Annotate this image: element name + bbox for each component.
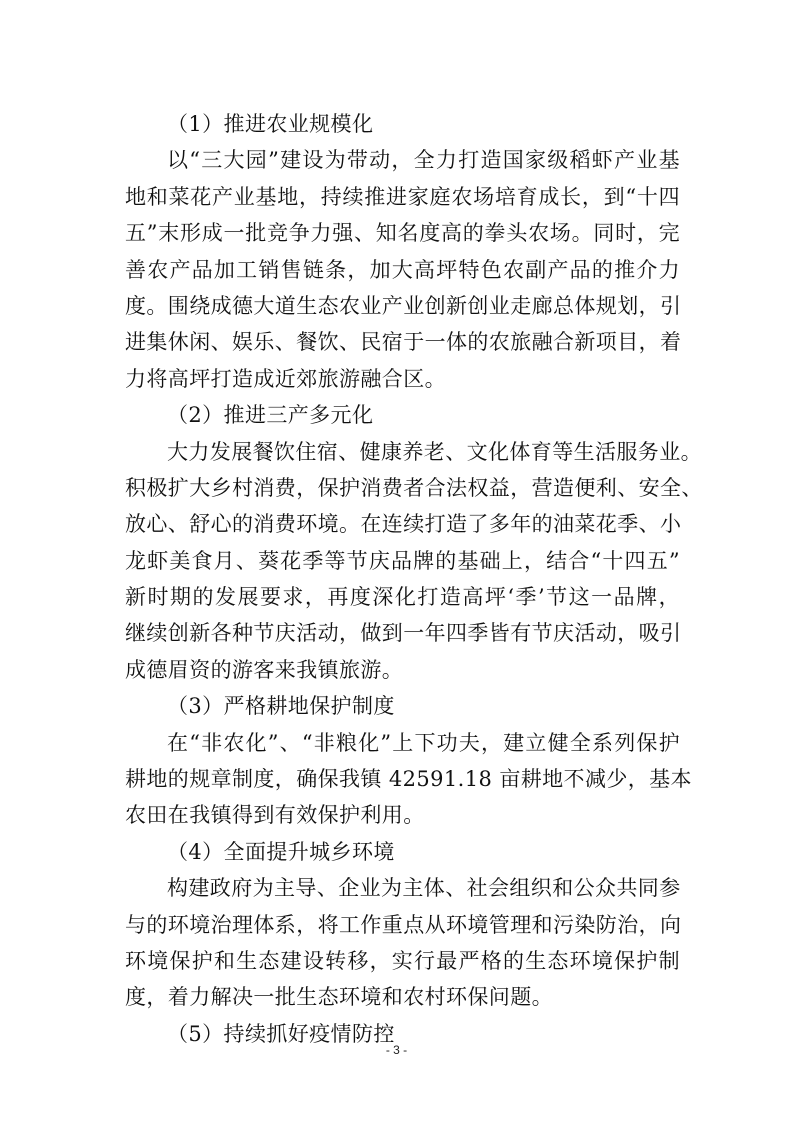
text-line: 构建政府为主导、企业为主体、社会组织和公众共同参 [167,876,681,901]
section-paragraph-4 [125,870,680,1016]
page-number: - 3 - [385,1043,408,1057]
section-paragraph-1 [125,142,680,397]
text-line: 在“非农化”、“非粮化”上下功夫，建立健全系列保护 [167,730,680,755]
section-heading-2: （2）推进三产多元化 [167,403,374,428]
text-line: 龙虾美食月、葵花季等节庆品牌的基础上，结合“十四五” [125,548,680,573]
text-line: 继续创新各种节庆活动，做到一年四季皆有节庆活动，吸引 [125,621,682,646]
text-line: 新时期的发展要求，再度深化打造高坪‘季’节这一品牌， [125,585,680,610]
section-paragraph-3 [125,725,692,834]
text-line: 力将高坪打造成近郊旅游融合区。 [125,366,446,391]
text-line: 耕地的规章制度，确保我镇 42591.18 亩耕地不减少，基本 [125,767,692,792]
section-paragraph-2 [125,434,703,689]
text-line: 以“三大园”建设为带动，全力打造国家级稻虾产业基 [167,148,680,173]
section-heading-5: （5）持续抓好疫情防控 [167,1021,395,1046]
text-line: 成德眉资的游客来我镇旅游。 [125,657,404,682]
text-line: 进集休闲、娱乐、餐饮、民宿于一体的农旅融合新项目，着 [125,330,682,355]
section-heading-3: （3）严格耕地保护制度 [167,694,395,719]
text-line: 农田在我镇得到有效保护利用。 [125,803,425,828]
document-body [125,106,703,1052]
text-line: 与的环境治理体系，将工作重点从环境管理和污染防治，向 [125,912,682,937]
section-heading-4: （4）全面提升城乡环境 [167,839,395,864]
section-heading-1: （1）推进农业规模化 [167,112,374,136]
text-line: 度。围绕成德大道生态农业产业创新创业走廊总体规划，引 [125,293,682,318]
text-line: 五”末形成一批竞争力强、知名度高的拳头农场。同时，完 [125,221,680,246]
text-line: 善农产品加工销售链条，加大高坪特色农副产品的推介力 [125,257,680,282]
text-line: 环境保护和生态建设转移，实行最严格的生态环境保护制 [125,948,680,973]
text-line: 积极扩大乡村消费，保护消费者合法权益，营造便利、安全、 [125,475,703,500]
text-line: 大力发展餐饮住宿、健康养老、文化体育等生活服务业。 [167,439,702,464]
text-line: 放心、舒心的消费环境。在连续打造了多年的油菜花季、小 [125,512,682,537]
text-line: 度，着力解决一批生态环境和农村环保问题。 [125,985,553,1010]
text-line: 地和菜花产业基地，持续推进家庭农场培育成长，到“十四 [125,184,680,209]
